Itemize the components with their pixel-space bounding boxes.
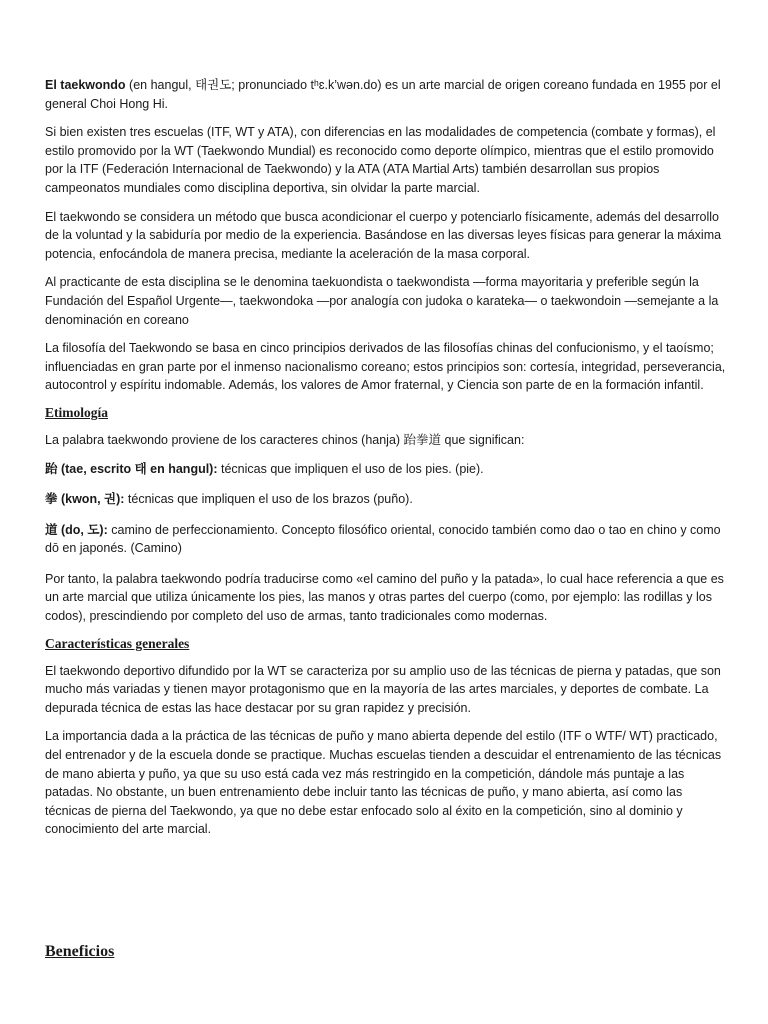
heading-caracteristicas: Características generales (45, 635, 190, 651)
heading-beneficios: Beneficios (45, 943, 115, 960)
definition-term: 跆 (tae, escrito 태 en hangul): (45, 461, 218, 476)
intro-paragraph (45, 76, 728, 113)
definition-term: 拳 (kwon, 권): (45, 492, 125, 507)
definition-kwon (45, 490, 728, 509)
definition-do (45, 521, 728, 558)
intro-text: (en hangul, 태권도; pronunciado tʰɛ.k’wən.do) es un arte marcial de origen coreano fundada en 1955 por el general Choi Hong Hi. (45, 78, 721, 111)
paragraph-deportivo: El taekwondo deportivo difundido por la WT se caracteriza por su amplio uso de las técnicas de pierna y patadas, que son mucho más variadas y tienen mayor protagonismo que en la mayoría de las artes marciales, y deportes de combate. La depurada técnica de estas las hace destacar por su gran rapidez y precisión. (45, 663, 721, 715)
paragraph-importancia: La importancia dada a la práctica de las técnicas de puño y mano abierta depende del estilo (ITF o WTF/ WT) practicado, del entrenador y de la escuela donde se practique. Muchas escuelas tienden a descuidar el entrenamiento de las técnicas de mano abierta y puño, ya que su uso está cada vez más restringido en la competición, dándole más puntaje a las patadas. No obstante, un buen entrenamiento debe incluir tanto las técnicas de puño, y mano abierta, así como las técnicas de pierna del Taekwondo, ya que no debe estar enfocado solo al éxito en la competición, sino al dominio y conocimiento del arte marcial. (45, 729, 722, 837)
paragraph-filosofia: La filosofía del Taekwondo se basa en cinco principios derivados de las filosofías chinas del confucionismo, y el taoísmo; influenciadas en gran parte por el inmenso nacionalismo coreano; estos principios son: cortesía, integridad, perseverancia, autocontrol y espíritu indomable. Además, los valores de Amor fraternal, y Ciencia son parte de en la formación infantil. (45, 341, 726, 393)
definition-tae (45, 460, 728, 479)
definition-text: técnicas que impliquen el uso de los pies. (pie). (217, 461, 484, 476)
etimologia-intro: La palabra taekwondo proviene de los caracteres chinos (hanja) 跆拳道 que significan: (45, 432, 525, 447)
paragraph-practicante: Al practicante de esta disciplina se le denomina taekuondista o taekwondista —forma mayoritaria y preferible según la Fundación del Español Urgente—, taekwondoka —por analogía con judoka o karateka— o taekwondoin —semejante a la denominación en coreano (45, 275, 719, 327)
intro-term: El taekwondo (45, 78, 126, 92)
heading-etimologia: Etimología (45, 404, 108, 420)
definition-text: técnicas que impliquen el uso de los brazos (puño). (124, 492, 413, 507)
paragraph-metodo: El taekwondo se considera un método que busca acondicionar el cuerpo y potenciarlo físicamente, además del desarrollo de la voluntad y la sabiduría por medio de la experiencia. Basándose en las diversas leyes físicas para generar la máxima potencia, enfocándola de manera precisa, mediante la aceleración de la masa corporal. (45, 209, 722, 261)
paragraph-escuelas: Si bien existen tres escuelas (ITF, WT y ATA), con diferencias en las modalidades de competencia (combate y formas), el estilo promovido por la WT (Taekwondo Mundial) es reconocido como deporte olímpico, mientras que el estilo promovido por la ITF (Federación Internacional de Taekwondo) y la ATA (ATA Martial Arts) también desarrollan sus propios campeonatos mundiales como disciplina deportiva, sin olvidar la parte marcial. (45, 125, 716, 195)
definition-term: 道 (do, 도): (45, 522, 108, 537)
etimologia-closing: Por tanto, la palabra taekwondo podría traducirse como «el camino del puño y la patada», lo cual hace referencia a que es un arte marcial que utiliza únicamente los pies, las manos y otras partes del cuerpo (como, por ejemplo: las rodillas y los codos), prescindiendo por completo del uso de armas, tanto tradicionales como modernas. (45, 571, 724, 624)
definition-text: camino de perfeccionamiento. Concepto filosófico oriental, conocido también como dao o tao en chino y como dō en japonés. (Camino) (45, 522, 721, 556)
